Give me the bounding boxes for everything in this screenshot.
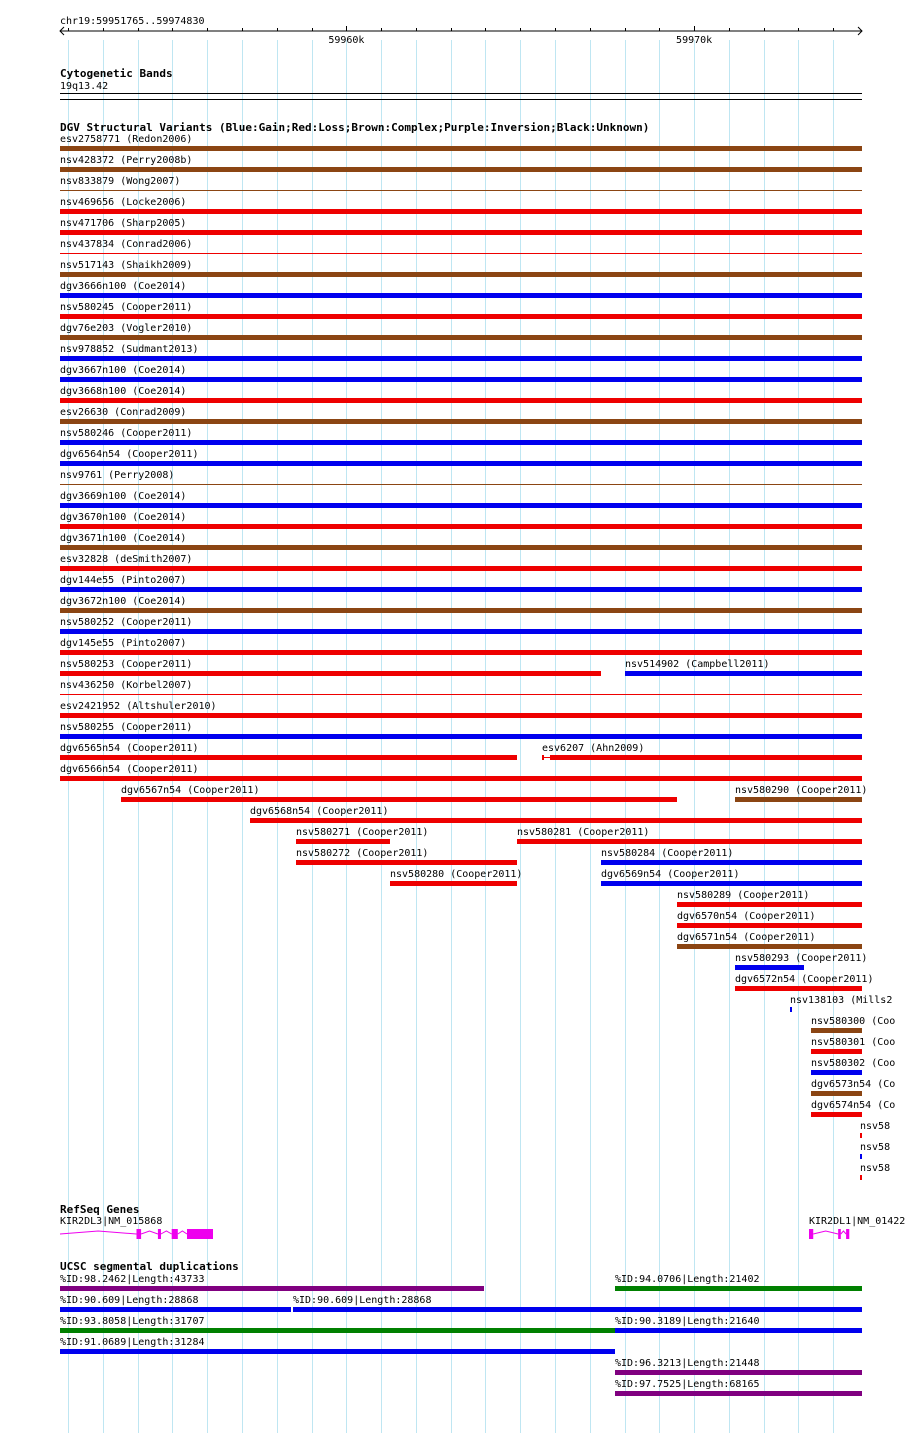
variant-label[interactable]: nsv580272 (Cooper2011): [296, 848, 429, 859]
variant-bar[interactable]: [60, 650, 862, 655]
variant-bar[interactable]: [60, 146, 862, 151]
gene-exon: [809, 1229, 813, 1239]
gene-intron: [841, 1231, 846, 1234]
ruler-tick-label: 59960k: [328, 35, 365, 46]
variant-bar[interactable]: [811, 1112, 862, 1117]
variant-label[interactable]: esv2421952 (Altshuler2010): [60, 701, 217, 712]
variant-label[interactable]: nsv580293 (Cooper2011): [735, 953, 868, 964]
gene-label[interactable]: KIR2DL3|NM_015868: [60, 1216, 163, 1227]
segdup-label[interactable]: %ID:90.609|Length:28868: [60, 1295, 199, 1306]
gene-intron: [161, 1231, 172, 1234]
segdup-bar[interactable]: [60, 1307, 291, 1312]
ruler-tick-label: 59970k: [676, 35, 713, 46]
gene-exon: [187, 1229, 213, 1239]
gene-exon: [838, 1229, 841, 1239]
variant-bar[interactable]: [625, 671, 862, 676]
segdup-bar[interactable]: [615, 1328, 862, 1333]
variant-label[interactable]: nsv580300 (Coo: [811, 1016, 896, 1027]
variant-label[interactable]: nsv580289 (Cooper2011): [677, 890, 810, 901]
variant-label[interactable]: nsv469656 (Locke2006): [60, 197, 187, 208]
variant-bar[interactable]: [735, 965, 804, 970]
variant-label[interactable]: esv6207 (Ahn2009): [542, 743, 645, 754]
variant-bar-gap: [542, 757, 550, 758]
variant-bar[interactable]: [60, 461, 862, 466]
cytoband-line-top: [60, 93, 862, 94]
variant-label[interactable]: nsv428372 (Perry2008b): [60, 155, 193, 166]
variant-bar[interactable]: [60, 440, 862, 445]
variant-bar[interactable]: [60, 776, 862, 781]
variant-label[interactable]: nsv580302 (Coo: [811, 1058, 896, 1069]
variant-label[interactable]: nsv58: [860, 1121, 891, 1132]
variant-bar[interactable]: [60, 566, 862, 571]
variant-bar[interactable]: [60, 253, 862, 254]
variant-bar[interactable]: [60, 419, 862, 424]
variant-bar[interactable]: [60, 272, 862, 277]
variant-label[interactable]: nsv58: [860, 1142, 891, 1153]
variant-label[interactable]: dgv3668n100 (Coe2014): [60, 386, 187, 397]
variant-label[interactable]: nsv437834 (Conrad2006): [60, 239, 193, 250]
cytoband-track-title[interactable]: Cytogenetic Bands: [60, 67, 173, 80]
variant-bar[interactable]: [860, 1175, 862, 1180]
variant-bar[interactable]: [601, 881, 862, 886]
variant-bar[interactable]: [811, 1091, 862, 1096]
variant-bar[interactable]: [60, 587, 862, 592]
segdup-bar[interactable]: [615, 1370, 862, 1375]
variant-bar[interactable]: [811, 1049, 862, 1054]
gene-exon: [172, 1229, 178, 1239]
segdup-label[interactable]: %ID:93.8058|Length:31707: [60, 1316, 205, 1327]
segdup-label[interactable]: %ID:96.3213|Length:21448: [615, 1358, 760, 1369]
variant-label[interactable]: esv32828 (deSmith2007): [60, 554, 193, 565]
variant-bar[interactable]: [296, 860, 517, 865]
variant-label[interactable]: nsv138103 (Mills2: [790, 995, 893, 1006]
segdup-bar[interactable]: [615, 1391, 862, 1396]
variant-label[interactable]: nsv833879 (Wong2007): [60, 176, 181, 187]
variant-label[interactable]: nsv580252 (Cooper2011): [60, 617, 193, 628]
variant-bar[interactable]: [60, 335, 862, 340]
variant-bar[interactable]: [811, 1070, 862, 1075]
variant-bar[interactable]: [811, 1028, 862, 1033]
variant-bar[interactable]: [60, 230, 862, 235]
gene-model[interactable]: [809, 1228, 864, 1240]
ruler[interactable]: [0, 24, 890, 40]
variant-label[interactable]: dgv3669n100 (Coe2014): [60, 491, 187, 502]
variant-bar[interactable]: [60, 545, 862, 550]
variant-label[interactable]: nsv580253 (Cooper2011): [60, 659, 193, 670]
variant-label[interactable]: nsv471706 (Sharp2005): [60, 218, 187, 229]
segdup-label[interactable]: %ID:98.2462|Length:43733: [60, 1274, 205, 1285]
variant-label[interactable]: nsv580271 (Cooper2011): [296, 827, 429, 838]
segdup-bar[interactable]: [615, 1286, 862, 1291]
variant-bar[interactable]: [60, 209, 862, 214]
gene-exon: [846, 1229, 849, 1239]
refseq-track-title[interactable]: RefSeq Genes: [60, 1203, 140, 1216]
variant-label[interactable]: dgv6571n54 (Cooper2011): [677, 932, 816, 943]
variant-bar[interactable]: [60, 377, 862, 382]
variant-label[interactable]: nsv514902 (Campbell2011): [625, 659, 770, 670]
variant-bar[interactable]: [296, 839, 390, 844]
variant-label[interactable]: dgv6569n54 (Cooper2011): [601, 869, 740, 880]
variant-label[interactable]: nsv517143 (Shaikh2009): [60, 260, 193, 271]
variant-bar[interactable]: [250, 818, 862, 823]
variant-bar[interactable]: [735, 986, 862, 991]
variant-label[interactable]: dgv145e55 (Pinto2007): [60, 638, 187, 649]
variant-label[interactable]: dgv3672n100 (Coe2014): [60, 596, 187, 607]
variant-label[interactable]: dgv6564n54 (Cooper2011): [60, 449, 199, 460]
variant-bar[interactable]: [677, 944, 862, 949]
variant-label[interactable]: nsv436250 (Korbel2007): [60, 680, 193, 691]
segdup-track-title[interactable]: UCSC segmental duplications: [60, 1260, 239, 1273]
variant-label[interactable]: nsv580255 (Cooper2011): [60, 722, 193, 733]
variant-label[interactable]: dgv6566n54 (Cooper2011): [60, 764, 199, 775]
variant-bar[interactable]: [517, 839, 862, 844]
gene-intron: [178, 1231, 187, 1234]
variant-bar[interactable]: [860, 1154, 862, 1159]
variant-bar[interactable]: [60, 398, 862, 403]
variant-bar[interactable]: [677, 923, 862, 928]
variant-label[interactable]: dgv6572n54 (Cooper2011): [735, 974, 874, 985]
variant-bar[interactable]: [677, 902, 862, 907]
gene-exon: [137, 1229, 142, 1239]
variant-label[interactable]: nsv580284 (Cooper2011): [601, 848, 734, 859]
segdup-label[interactable]: %ID:90.609|Length:28868: [293, 1295, 432, 1306]
variant-label[interactable]: dgv3666n100 (Coe2014): [60, 281, 187, 292]
variant-label[interactable]: dgv144e55 (Pinto2007): [60, 575, 187, 586]
variant-bar[interactable]: [60, 190, 862, 191]
gene-exon: [158, 1229, 161, 1239]
variant-bar[interactable]: [121, 797, 677, 802]
variant-label[interactable]: dgv6574n54 (Co: [811, 1100, 896, 1111]
variant-bar[interactable]: [60, 694, 862, 695]
variant-label[interactable]: dgv6567n54 (Cooper2011): [121, 785, 260, 796]
variant-label[interactable]: nsv580245 (Cooper2011): [60, 302, 193, 313]
variant-label[interactable]: dgv3667n100 (Coe2014): [60, 365, 187, 376]
variant-label[interactable]: nsv580290 (Cooper2011): [735, 785, 868, 796]
variant-bar[interactable]: [60, 524, 862, 529]
variant-bar[interactable]: [60, 734, 862, 739]
variant-bar[interactable]: [601, 860, 862, 865]
variant-label[interactable]: nsv580246 (Cooper2011): [60, 428, 193, 439]
variant-label[interactable]: esv26630 (Conrad2009): [60, 407, 187, 418]
variant-label[interactable]: dgv6573n54 (Co: [811, 1079, 896, 1090]
variant-label[interactable]: dgv3670n100 (Coe2014): [60, 512, 187, 523]
variant-label[interactable]: dgv6565n54 (Cooper2011): [60, 743, 199, 754]
variant-bar[interactable]: [60, 314, 862, 319]
variant-label[interactable]: dgv3671n100 (Coe2014): [60, 533, 187, 544]
variant-bar[interactable]: [60, 755, 517, 760]
variant-bar[interactable]: [550, 755, 862, 760]
segdup-bar[interactable]: [60, 1328, 615, 1333]
segdup-label[interactable]: %ID:91.0689|Length:31284: [60, 1337, 205, 1348]
variant-label[interactable]: dgv6568n54 (Cooper2011): [250, 806, 389, 817]
segdup-bar[interactable]: [60, 1286, 484, 1291]
variant-label[interactable]: nsv9761 (Perry2008): [60, 470, 175, 481]
cytoband-label[interactable]: 19q13.42: [60, 81, 109, 92]
variant-bar[interactable]: [60, 293, 862, 298]
dgv-track-title[interactable]: DGV Structural Variants (Blue:Gain;Red:Loss;Brown:Complex;Purple:Inversion;Black:Unknown): [60, 121, 650, 134]
variant-bar[interactable]: [60, 671, 601, 676]
variant-label[interactable]: nsv580281 (Cooper2011): [517, 827, 650, 838]
variant-label[interactable]: dgv6570n54 (Cooper2011): [677, 911, 816, 922]
variant-bar[interactable]: [790, 1007, 792, 1012]
variant-bar[interactable]: [60, 608, 862, 613]
cytoband-line-bottom: [60, 99, 862, 100]
variant-bar[interactable]: [60, 356, 862, 361]
variant-bar[interactable]: [60, 629, 862, 634]
variant-label[interactable]: nsv580280 (Cooper2011): [390, 869, 523, 880]
gene-label[interactable]: KIR2DL1|NM_01422: [809, 1216, 905, 1227]
segdup-label[interactable]: %ID:94.0706|Length:21402: [615, 1274, 760, 1285]
segdup-label[interactable]: %ID:90.3189|Length:21640: [615, 1316, 760, 1327]
gene-intron: [141, 1231, 158, 1234]
gene-intron: [813, 1231, 838, 1234]
variant-label[interactable]: nsv58: [860, 1163, 891, 1174]
variant-label[interactable]: dgv76e203 (Vogler2010): [60, 323, 193, 334]
variant-bar[interactable]: [735, 797, 862, 802]
ruler-position-label: chr19:59951765..59974830: [60, 16, 205, 27]
variant-bar[interactable]: [390, 881, 517, 886]
variant-bar[interactable]: [60, 503, 862, 508]
variant-bar[interactable]: [60, 167, 862, 172]
segdup-bar[interactable]: [60, 1349, 615, 1354]
segdup-label[interactable]: %ID:97.7525|Length:68165: [615, 1379, 760, 1390]
variant-label[interactable]: nsv978852 (Sudmant2013): [60, 344, 199, 355]
variant-label[interactable]: nsv580301 (Coo: [811, 1037, 896, 1048]
gene-intron: [60, 1231, 137, 1234]
variant-bar[interactable]: [60, 713, 862, 718]
variant-bar[interactable]: [860, 1133, 862, 1138]
segdup-bar[interactable]: [293, 1307, 862, 1312]
variant-bar[interactable]: [60, 484, 862, 485]
gene-model[interactable]: [60, 1228, 215, 1240]
variant-label[interactable]: esv2758771 (Redon2006): [60, 134, 193, 145]
